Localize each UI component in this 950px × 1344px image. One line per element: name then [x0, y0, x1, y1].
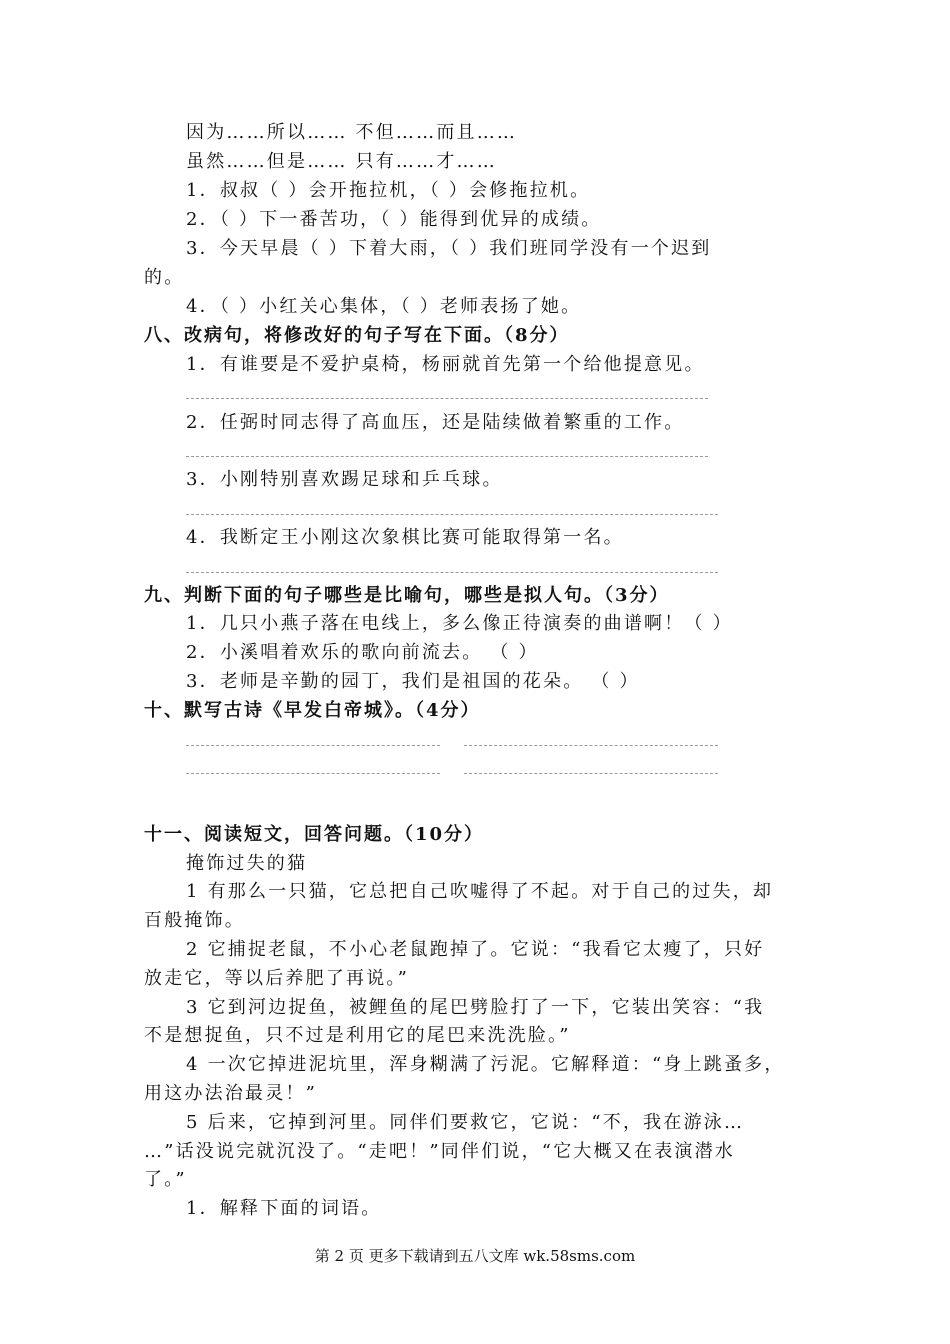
- poem-line-2[interactable]: [464, 745, 718, 746]
- story-paragraph-5-cont: …”话没说完就沉没了。“走吧！”同伴们说，“它大概又在表演潜水: [144, 1141, 736, 1162]
- story-paragraph-3-cont: 不是想捉鱼，只不过是利用它的尾巴来洗洗脸。”: [144, 1025, 571, 1046]
- story-paragraph-3: 3 它到河边捉鱼，被鲤鱼的尾巴劈脸打了一下，它装出笑容：“我: [186, 997, 765, 1018]
- conjunction-pair-row-2: 虽然……但是…… 只有……才……: [186, 151, 497, 172]
- s8-question-1: 1．有谁要是不爱护桌椅，杨丽就首先第一个给他提意见。: [186, 354, 705, 375]
- poem-line-1[interactable]: [186, 745, 440, 746]
- s7-question-1: 1．叔叔（ ）会开拖拉机，（ ）会修拖拉机。: [186, 180, 591, 201]
- s8-question-3: 3．小刚特别喜欢踢足球和乒乓球。: [186, 469, 503, 490]
- s11-question-1: 1．解释下面的词语。: [186, 1198, 382, 1219]
- s9-heading: 九、判断下面的句子哪些是比喻句，哪些是拟人句。（3分）: [144, 585, 670, 606]
- s8-heading: 八、改病句，将修改好的句子写在下面。（8分）: [144, 325, 570, 346]
- story-paragraph-2: 2 它捕捉老鼠，不小心老鼠跑掉了。它说：“我看它太瘦了，只好: [186, 939, 765, 960]
- story-paragraph-4-cont: 用这办法治最灵！”: [144, 1083, 318, 1104]
- s8-question-2: 2．任弼时同志得了高血压，还是陆续做着繁重的工作。: [186, 412, 685, 433]
- s8-answer-line-3[interactable]: [186, 514, 718, 515]
- story-paragraph-1: 1 有那么一只猫，它总把自己吹嘘得了不起。对于自己的过失，却: [186, 881, 774, 902]
- s7-question-4: 4．（ ）小红关心集体，（ ）老师表扬了她。: [186, 296, 582, 317]
- story-paragraph-5-end: 了。”: [144, 1169, 187, 1190]
- story-paragraph-5: 5 后来，它掉到河里。同伴们要救它，它说：“不，我在游泳…: [186, 1112, 745, 1133]
- s9-question-1: 1．几只小燕子落在电线上，多么像正待演奏的曲谱啊！（ ）: [186, 613, 733, 634]
- story-paragraph-4: 4 一次它掉进泥坑里，浑身糊满了污泥。它解释道：“身上跳蚤多，: [186, 1054, 785, 1075]
- s7-question-3-cont: 的。: [144, 267, 185, 288]
- s9-question-2: 2．小溪唱着欢乐的歌向前流去。 （ ）: [186, 642, 539, 663]
- poem-line-4[interactable]: [464, 773, 718, 774]
- page-footer: 第 2 页 更多下载请到五八文库 wk.58sms.com: [314, 1247, 636, 1265]
- s8-question-4: 4．我断定王小刚这次象棋比赛可能取得第一名。: [186, 527, 624, 548]
- s8-answer-line-1[interactable]: [186, 398, 708, 399]
- s11-heading: 十一、阅读短文，回答问题。（10分）: [144, 824, 485, 845]
- conjunction-pair-row-1: 因为……所以…… 不但……而且……: [186, 122, 518, 143]
- poem-line-3[interactable]: [186, 773, 440, 774]
- story-title: 掩饰过失的猫: [186, 853, 308, 874]
- s7-question-2: 2．（ ）下一番苦功，（ ）能得到优异的成绩。: [186, 209, 602, 230]
- s8-answer-line-2[interactable]: [186, 456, 708, 457]
- story-paragraph-1-cont: 百般掩饰。: [144, 910, 245, 931]
- s10-heading: 十、默写古诗《早发白帝城》。（4分）: [144, 700, 481, 721]
- story-paragraph-2-cont: 放走它，等以后养肥了再说。”: [144, 968, 410, 989]
- s8-answer-line-4[interactable]: [186, 572, 718, 573]
- s9-question-3: 3．老师是辛勤的园丁，我们是祖国的花朵。 （ ）: [186, 671, 640, 692]
- s7-question-3: 3．今天早晨（ ）下着大雨，（ ）我们班同学没有一个迟到: [186, 238, 712, 259]
